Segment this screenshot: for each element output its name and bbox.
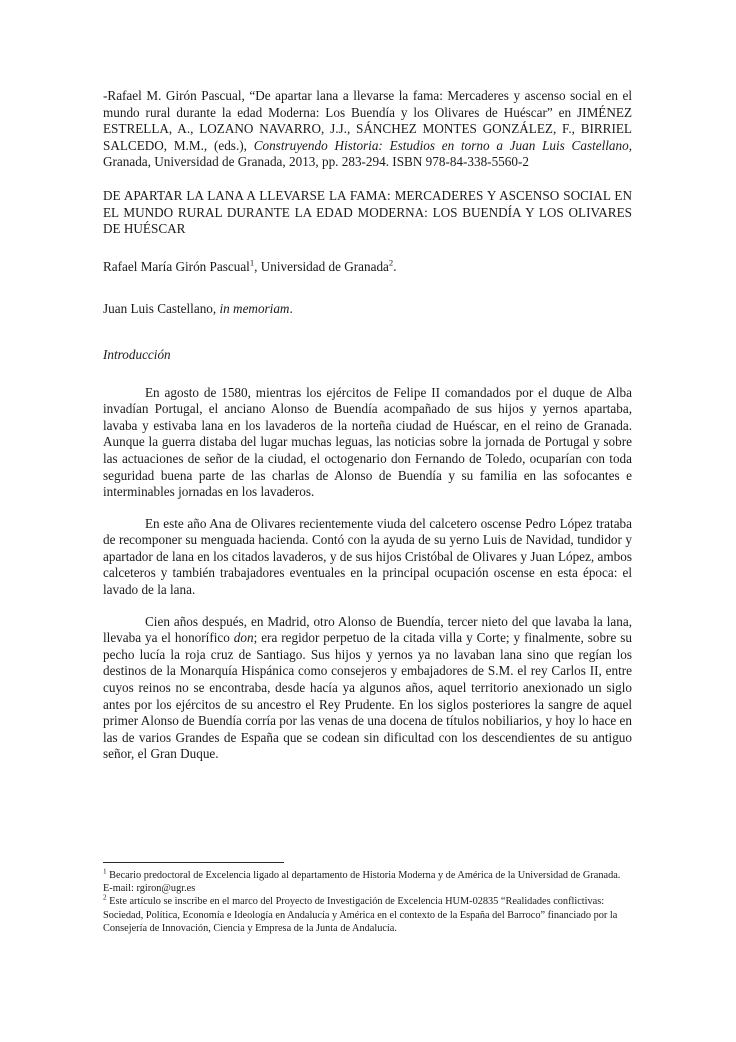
author-line — [103, 259, 632, 276]
citation-suffix: , Granada, Universidad de Granada, 2013, pp. 283-294. ISBN 978-84-338-5560-2 — [103, 137, 632, 170]
dedication-phrase: in memoriam — [219, 301, 290, 317]
affiliation-footnote-marker[interactable]: 2 — [388, 257, 394, 268]
paragraph-3-part-2: ; era regidor perpetuo de la citada villa y Corte; y finalmente, sobre su pecho lucía la roja cruz de Santiago. Sus hijos y yernos ya no lavaban lana sino que regían los destinos de la Monarquía Hispánica como consejeros y embajadores de S.M. el rey Carlos II, entre cuyos reinos no se encontraba, desde hacía ya algunos años, aquel territorio anexionado un siglo antes por los ejércitos de su ancestro el Rey Prudente. En los siglos posteriores la sangre de aquel primer Alonso de Buendía corría por las venas de una docena de títulos nobiliarios, y hoy lo hace en las de varios Grandes de España que se codean sin dificultad con los descendientes de su antiguo señor, el Gran Duque. — [103, 630, 632, 762]
footnote-2-marker: 2 — [103, 893, 107, 902]
author-line-terminator: . — [393, 258, 397, 274]
paragraph-3-italic-word: don — [233, 630, 254, 646]
author-name: Rafael María Girón Pascual — [103, 258, 250, 274]
page-title: DE APARTAR LA LANA A LLEVARSE LA FAMA: MERCADERES Y ASCENSO SOCIAL EN EL MUNDO RURAL DURANTE LA EDAD MODERNA: LOS BUENDÍA Y LOS OLIVARES DE HUÉSCAR — [103, 187, 632, 237]
paragraph-3-part-1: Cien años después, en Madrid, otro Alonso de Buendía, tercer nieto del que lavaba la lana, llevaba ya el honorífico — [103, 613, 632, 646]
body-paragraph-2: En este año Ana de Olivares recientemente viuda del calcetero oscense Pedro López trataba de recomponer su menguada hacienda. Contó con la ayuda de su yerno Luis de Navidad, tundidor y apartador de lana en los citados lavaderos, y de sus hijos Cristóbal de Olivares y Juan López, ambos calceteros y también trabajadores eventuales en la principal ocupación oscense en esta época: el lavado de la lana. — [103, 515, 632, 598]
citation-prefix: -Rafael M. Girón Pascual, “De apartar lana a llevarse la fama: Mercaderes y ascenso social en el mundo rural durante la edad Moderna: Los Buendía y los Olivares de Huéscar” en JIMÉNEZ ESTRELLA, A., LOZANO NAVARRO, J.J., SÁNCHEZ MONTES GONZÁLEZ, F., BIRRIEL SALCEDO, M.M., (eds.), — [103, 88, 632, 153]
body-paragraph-3 — [103, 614, 632, 763]
section-heading-introduccion: Introducción — [103, 346, 171, 362]
citation-work-title: Construyendo Historia: Estudios en torno a Juan Luis Castellano — [253, 137, 629, 153]
footnote-separator-rule — [103, 862, 284, 863]
footnote-2-text: Este artículo se inscribe en el marco del Proyecto de Investigación de Excelencia HUM-02835 “Realidades conflictivas: Sociedad, Política, Economía e Ideología en Andalucía y América en el contexto de la España del Barroco” financiado por la Consejería de Innovación, Ciencia y Empresa de la Junta de Andalucía. — [103, 896, 618, 934]
footnote-1 — [103, 869, 632, 895]
footnote-area — [103, 862, 632, 935]
dedication-separator: , — [212, 301, 220, 317]
author-affiliation: Universidad de Granada — [260, 258, 389, 274]
footnote-1-marker: 1 — [103, 867, 107, 876]
footnote-2 — [103, 895, 632, 935]
document-body — [103, 88, 632, 778]
dedication-terminator: . — [289, 301, 293, 317]
author-affiliation-separator: , — [254, 258, 261, 274]
author-footnote-marker[interactable]: 1 — [249, 257, 255, 268]
dedication-line — [103, 301, 632, 318]
source-citation — [103, 88, 632, 171]
body-paragraph-1: En agosto de 1580, mientras los ejércitos de Felipe II comandados por el duque de Alba invadían Portugal, el anciano Alonso de Buendía acompañado de sus hijos y yernos apartaba, lavaba y estivaba lana en los lavaderos de la norteña ciudad de Huéscar, en el reino de Granada. Aunque la guerra distaba del lugar muchas leguas, las noticias sobre la jornada de Portugal y sobre las actuaciones de señor de la ciudad, el octogenario don Fernando de Toledo, ocuparían con toda seguridad buena parte de las charlas de Alonso de Buendía y su familia en las sofocantes e interminables jornadas en los lavaderos. — [103, 384, 632, 500]
dedication-person: Juan Luis Castellano — [103, 301, 213, 317]
footnote-1-text: Becario predoctoral de Excelencia ligado al departamento de Historia Moderna y de América de la Universidad de Granada. E-mail: rgiron@ugr.es — [103, 870, 621, 895]
